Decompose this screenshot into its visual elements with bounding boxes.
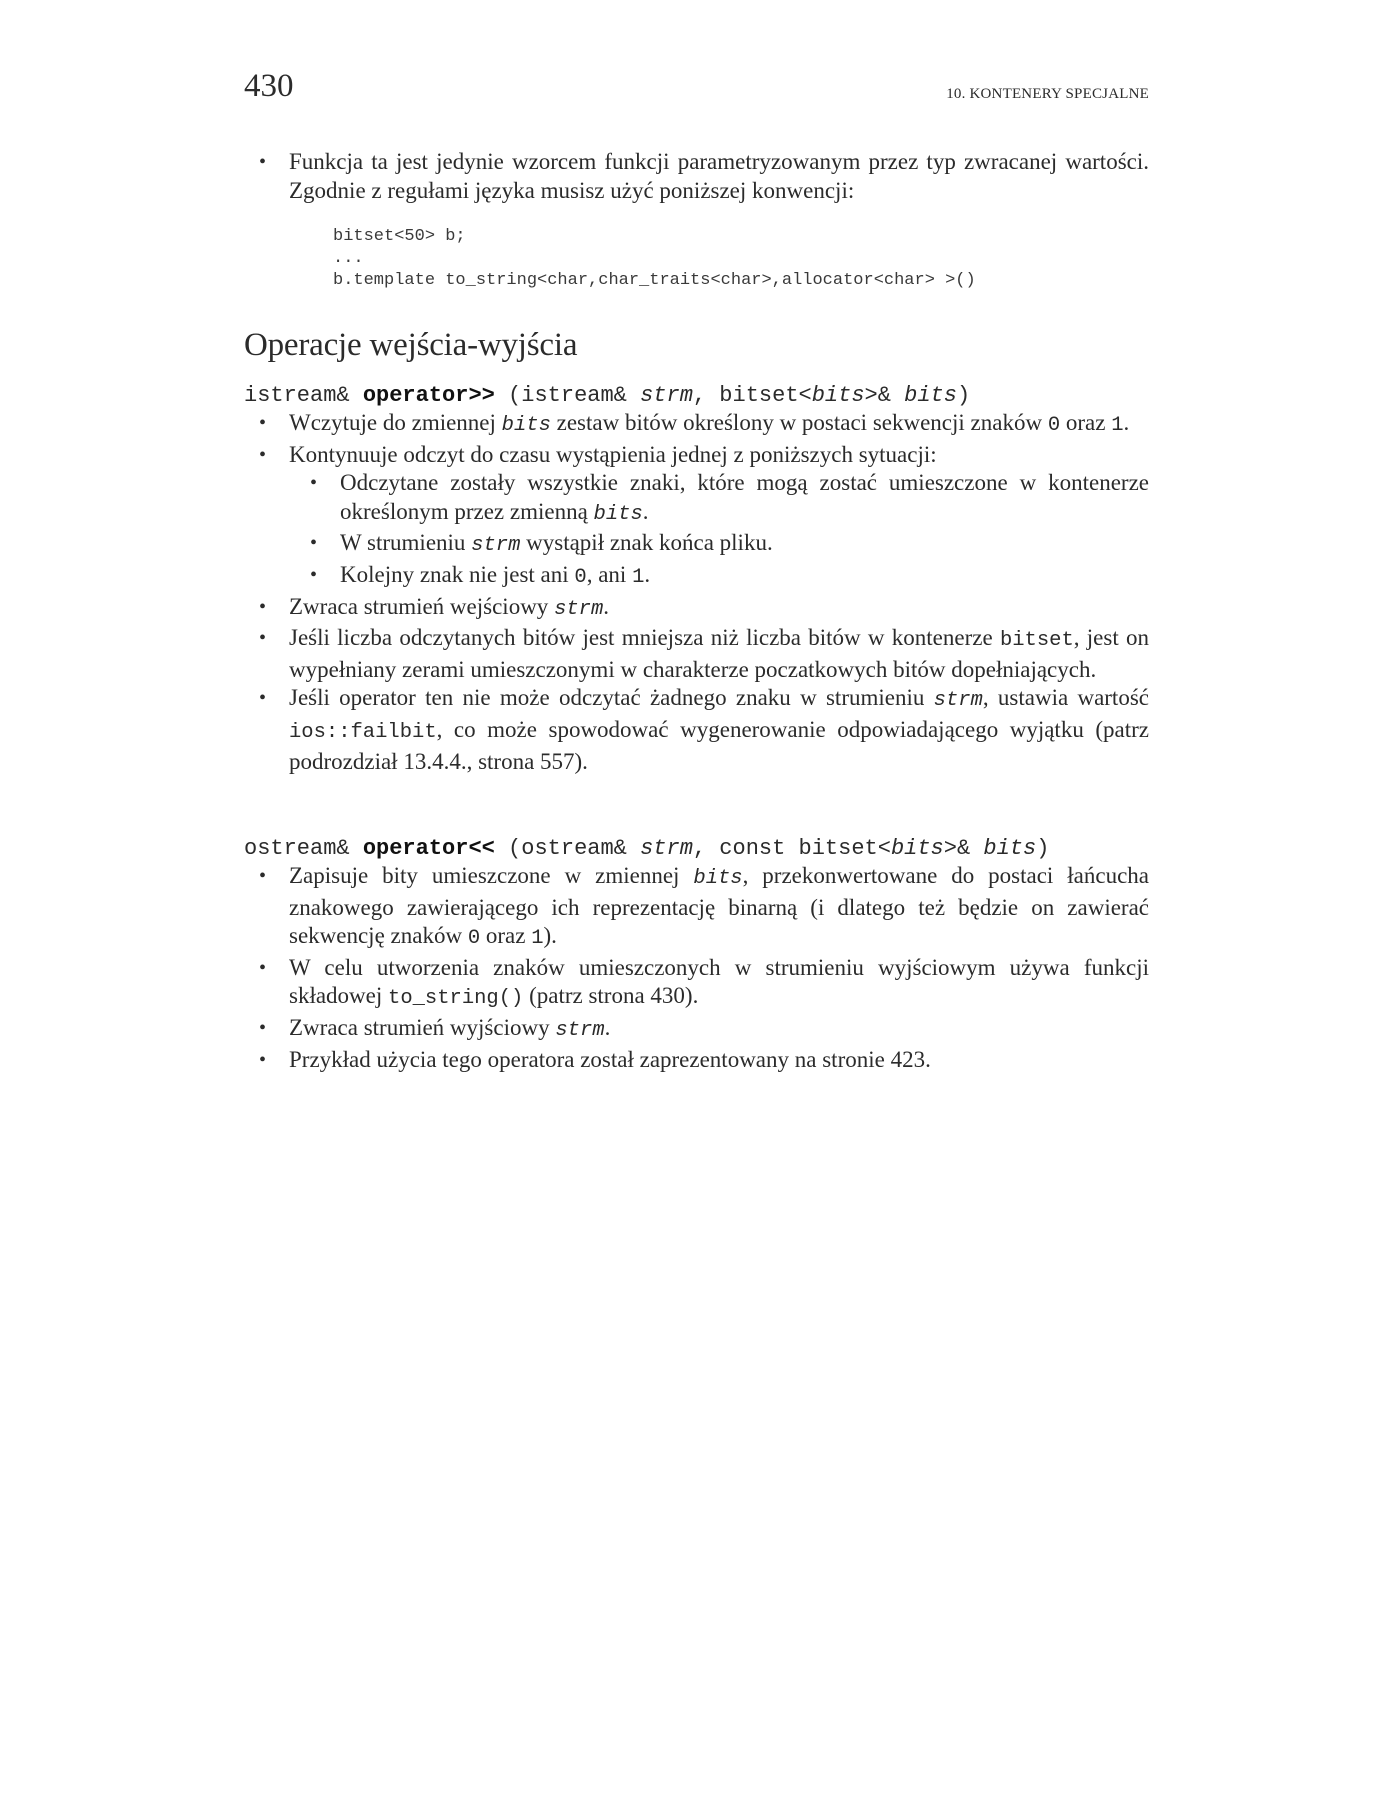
ostream-operator-signature — [244, 836, 1049, 861]
sig-text: >& — [943, 836, 984, 861]
intro-list — [244, 148, 1149, 205]
list-item: • Zapisuje bity umieszczone w zmiennej bits, przekonwertowane do postaci łańcucha znakowego zawierającego ich reprezentację binarną (i dlatego też będzie on zawierać sekwencję znaków 0 oraz 1). — [244, 862, 1149, 954]
list-item: • Zwraca strumień wyjściowy strm. — [244, 1014, 1149, 1046]
list-item: • Jeśli operator ten nie może odczytać żadnego znaku w strumieniu strm, ustawia wartość ios::failbit, co może spowodować wygenerowanie odpowiadającego wyjątku (patrz podrozdział 13.4.4., strona 557). — [244, 684, 1149, 776]
sig-param: strm — [640, 383, 693, 408]
sig-text: >& — [864, 383, 905, 408]
list-item: • Wczytuje do zmiennej bits zestaw bitów określony w postaci sekwencji znaków 0 oraz 1. — [244, 409, 1149, 441]
istream-description-list — [244, 409, 1149, 776]
list-item: • Kontynuuje odczyt do czasu wystąpienia jednej z poniższych sytuacji: — [244, 441, 1149, 470]
sig-return-type: istream& — [244, 383, 363, 408]
sig-text: (istream& — [494, 383, 641, 408]
list-item: • W celu utworzenia znaków umieszczonych w strumieniu wyjściowym używa funkcji składowej to_string() (patrz strona 430). — [244, 954, 1149, 1014]
sig-text: ) — [956, 383, 971, 408]
list-item: • Jeśli liczba odczytanych bitów jest mniejsza niż liczba bitów w kontenerze bitset, jest on wypełniany zerami umieszczonymi w charakterze poczatkowych bitów dopełniających. — [244, 624, 1149, 684]
running-header: 10. KONTENERY SPECJALNE — [946, 86, 1149, 102]
code-line: b.template to_string<char,char_traits<char>,allocator<char> >() — [333, 271, 976, 290]
sig-text: ) — [1036, 836, 1050, 861]
ostream-description-list — [244, 862, 1149, 1074]
sig-return-type: ostream& — [244, 836, 363, 861]
sig-text: (ostream& — [494, 836, 641, 861]
sig-param: bits — [983, 836, 1037, 861]
istream-operator-signature — [244, 383, 970, 408]
sig-param: strm — [640, 836, 693, 861]
list-item: • W strumieniu strm wystąpił znak końca pliku. — [244, 529, 1149, 561]
section-title: Operacje wejścia-wyjścia — [244, 327, 578, 363]
sig-operator-name: operator<< — [362, 836, 495, 861]
sig-text: , const bitset< — [692, 836, 891, 861]
sig-param: bits — [904, 383, 957, 408]
list-item: • Odczytane zostały wszystkie znaki, które mogą zostać umieszczone w kontenerze określonym przez zmienną bits. — [244, 469, 1149, 529]
sig-text: , bitset< — [692, 383, 812, 408]
sig-param: bits — [811, 383, 865, 408]
list-item: • Zwraca strumień wejściowy strm. — [244, 593, 1149, 625]
code-line: ... — [333, 249, 364, 268]
list-item: • Funkcja ta jest jedynie wzorcem funkcji parametryzowanym przez typ zwracanej wartości. Zgodnie z regułami języka musisz użyć poniższej konwencji: — [244, 148, 1149, 205]
code-block — [333, 226, 976, 292]
list-item: • Kolejny znak nie jest ani 0, ani 1. — [244, 561, 1149, 593]
page-number: 430 — [244, 68, 294, 104]
nested-list — [244, 469, 1149, 592]
code-line: bitset<50> b; — [333, 227, 466, 246]
sig-param: bits — [890, 836, 944, 861]
list-item: • Przykład użycia tego operatora został zaprezentowany na stronie 423. — [244, 1046, 1149, 1075]
sig-operator-name: operator>> — [362, 383, 495, 408]
